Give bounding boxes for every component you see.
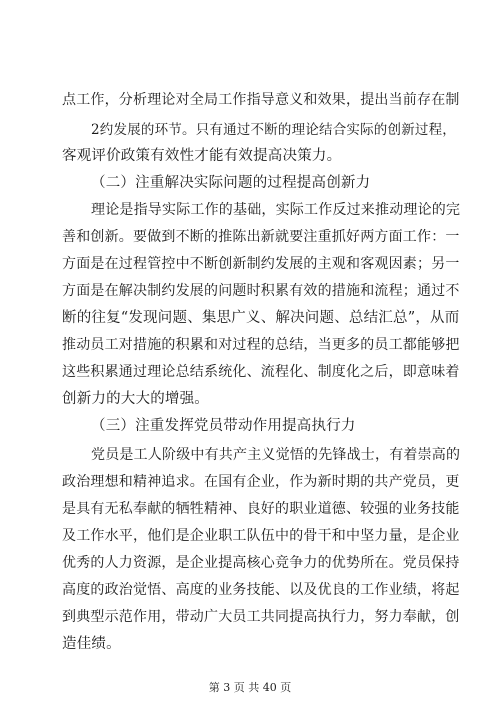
- section-heading: （三）注重发挥党员带动作用提高执行力: [91, 418, 356, 434]
- body-line: 方面是在过程管控中不断创新制约发展的主观和客观因素；另一: [62, 256, 460, 272]
- body-line: 创新力的大大的增强。: [62, 391, 209, 407]
- body-line: 高度的政治觉悟、高度的业务技能、以及优良的工作业绩，将起: [62, 582, 460, 598]
- body-line: 推动员工对措施的积累和对过程的总结，当更多的员工都能够把: [62, 337, 460, 353]
- body-line: 方面是在解决制约发展的问题时积累有效的措施和流程；通过不: [62, 283, 460, 299]
- body-line: 政治理想和精神追求。在国有企业，作为新时期的共产党员，更: [62, 474, 460, 490]
- body-line: 优秀的人力资源，是企业提高核心竞争力的优势所在。党员保持: [62, 555, 460, 571]
- body-line: 造佳绩。: [62, 636, 121, 652]
- body-line: 2约发展的环节。只有通过不断的理论结合实际的创新过程，: [91, 122, 456, 138]
- page-number: 第 3 页 共 40 页: [208, 681, 292, 694]
- body-line: 及工作水平，他们是企业职工队伍中的骨干和中坚力量，是企业: [62, 528, 460, 544]
- body-line: 断的往复“发现问题、集思广义、解决问题、总结汇总”，从而: [62, 310, 460, 326]
- section-heading: （二）注重解决实际问题的过程提高创新力: [91, 175, 371, 191]
- body-line: 到典型示范作用，带动广大员工共同提高执行力，努力奉献，创: [62, 609, 460, 625]
- body-line: 是具有无私奉献的牺牲精神、良好的职业道德、较强的业务技能: [62, 501, 460, 517]
- body-line: 点工作，分析理论对全局工作指导意义和效果，提出当前存在制: [62, 92, 460, 108]
- body-line: 客观评价政策有效性才能有效提高决策力。: [62, 148, 342, 164]
- body-line: 善和创新。要做到不断的推陈出新就要注重抓好两方面工作：一: [62, 229, 460, 245]
- body-line: 党员是工人阶级中有共产主义觉悟的先锋战士，有着崇高的: [91, 447, 461, 463]
- body-line: 理论是指导实际工作的基础，实际工作反过来推动理论的完: [91, 202, 461, 218]
- body-line: 这些积累通过理论总结系统化、流程化、制度化之后，即意味着: [62, 364, 460, 380]
